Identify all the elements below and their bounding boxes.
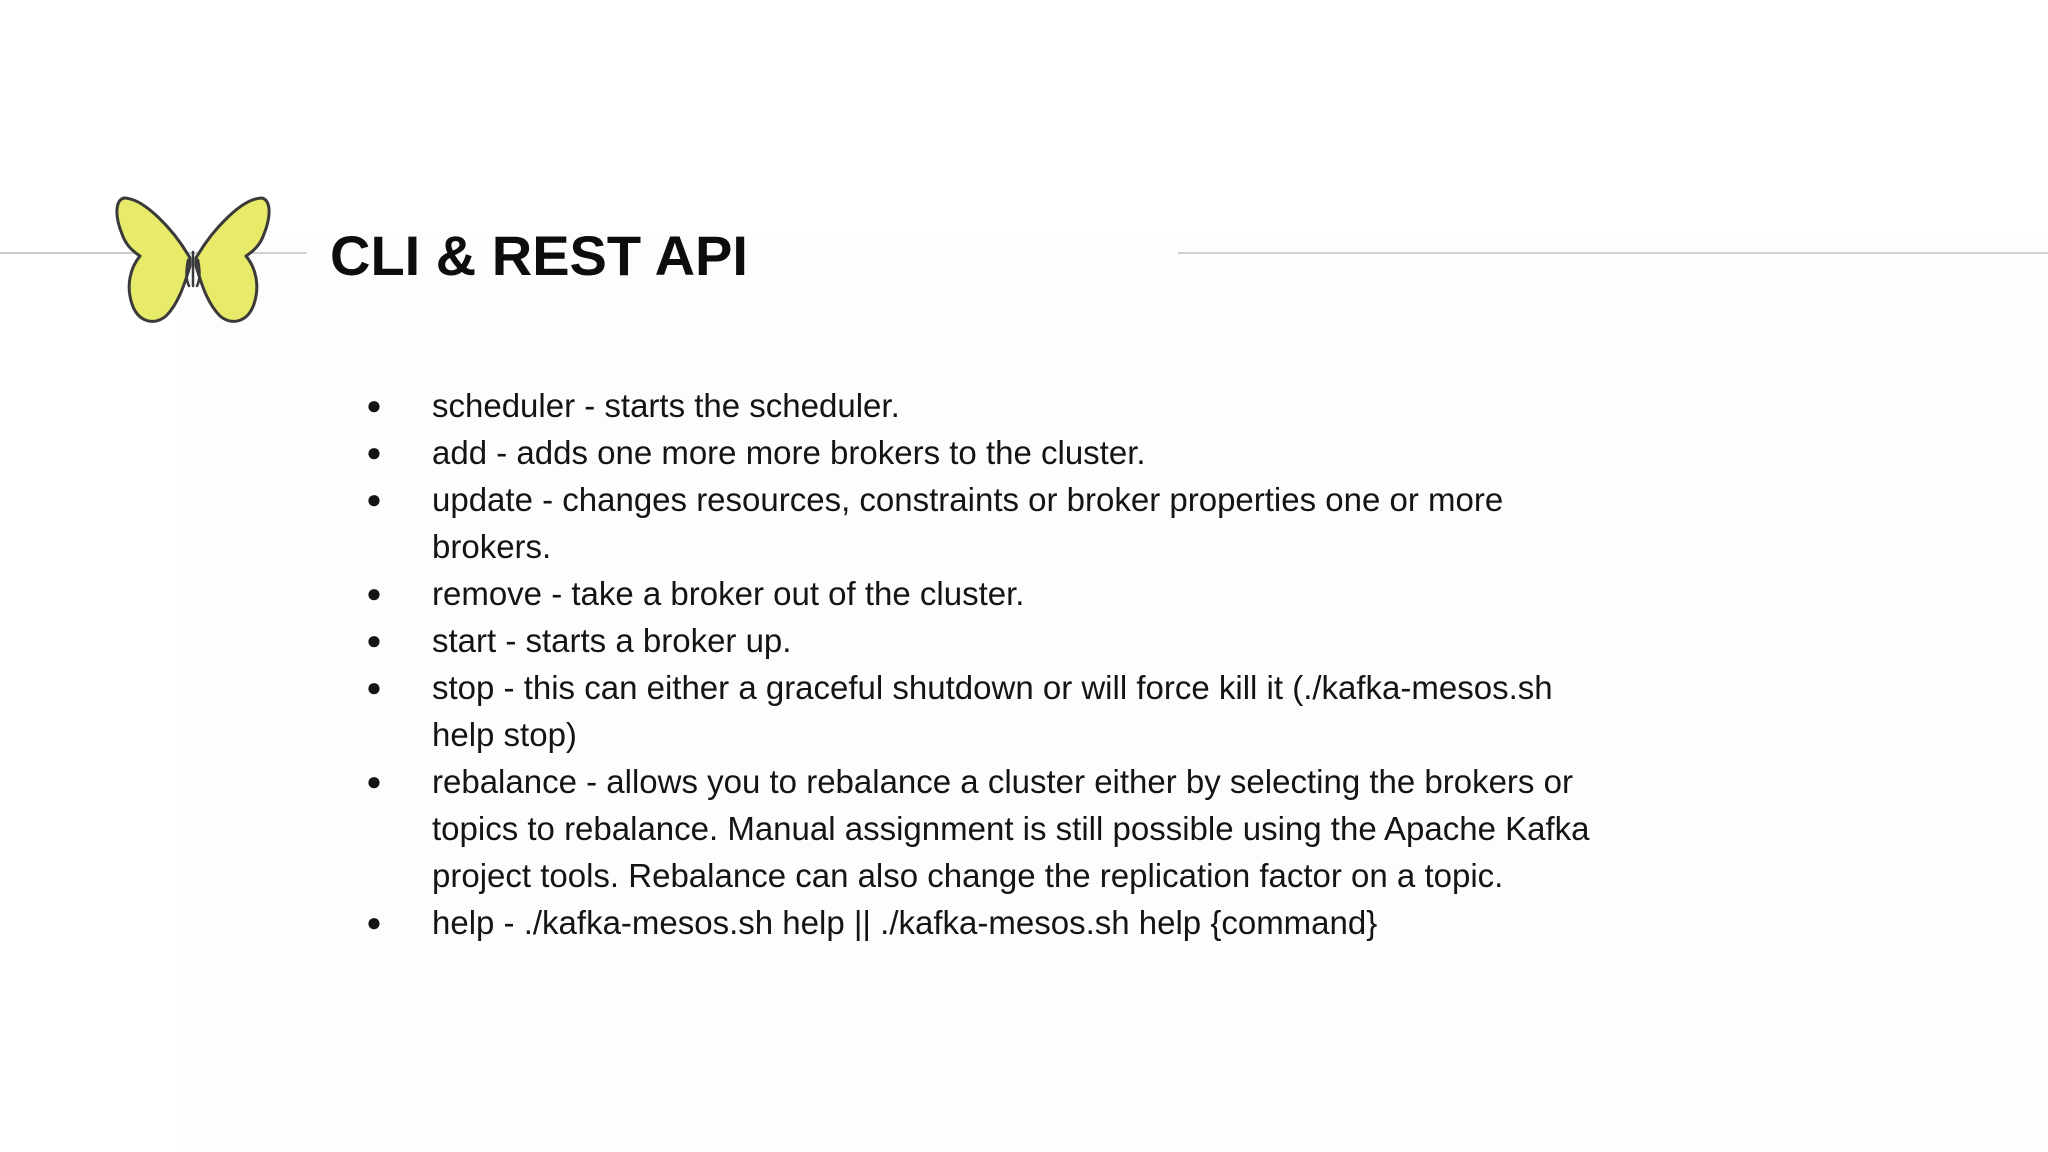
bullet-text: scheduler - starts the scheduler. xyxy=(432,387,900,424)
slide-title: CLI & REST API xyxy=(330,224,748,287)
right-wing xyxy=(196,198,269,321)
bullet-dot: ● xyxy=(366,578,382,608)
bullet-item-scheduler xyxy=(362,382,1602,429)
left-wing xyxy=(117,198,190,321)
header-rule-right xyxy=(1178,252,2048,254)
bullet-text: add - adds one more more brokers to the cluster. xyxy=(432,434,1146,471)
bullet-text: start - starts a broker up. xyxy=(432,622,792,659)
bullet-text: rebalance - allows you to rebalance a cluster either by selecting the brokers or topics to rebalance. Manual assignment is still possible using the Apache Kafka project tools. Rebalance can also change the replication factor on a topic. xyxy=(432,763,1590,894)
bullet-text: update - changes resources, constraints or broker properties one or more brokers. xyxy=(432,481,1504,565)
bullet-item-start xyxy=(362,617,1602,664)
bullet-text: help - ./kafka-mesos.sh help || ./kafka-mesos.sh help {command} xyxy=(432,904,1378,941)
bullet-dot: ● xyxy=(366,484,382,514)
bullet-item-remove xyxy=(362,570,1602,617)
bullet-text: stop - this can either a graceful shutdown or will force kill it (./kafka-mesos.sh help stop) xyxy=(432,669,1553,753)
bullet-item-add xyxy=(362,429,1602,476)
bullet-dot: ● xyxy=(366,437,382,467)
bullet-dot: ● xyxy=(366,907,382,937)
bullet-list xyxy=(362,382,1602,946)
bullet-dot: ● xyxy=(366,766,382,796)
bullet-dot: ● xyxy=(366,672,382,702)
bullet-item-update xyxy=(362,476,1602,570)
bullet-dot: ● xyxy=(366,390,382,420)
bullet-dot: ● xyxy=(366,625,382,655)
bullet-item-rebalance xyxy=(362,758,1602,899)
butterfly-icon xyxy=(114,188,272,328)
bullet-item-help xyxy=(362,899,1602,946)
bullet-item-stop xyxy=(362,664,1602,758)
bullet-text: remove - take a broker out of the cluster. xyxy=(432,575,1025,612)
